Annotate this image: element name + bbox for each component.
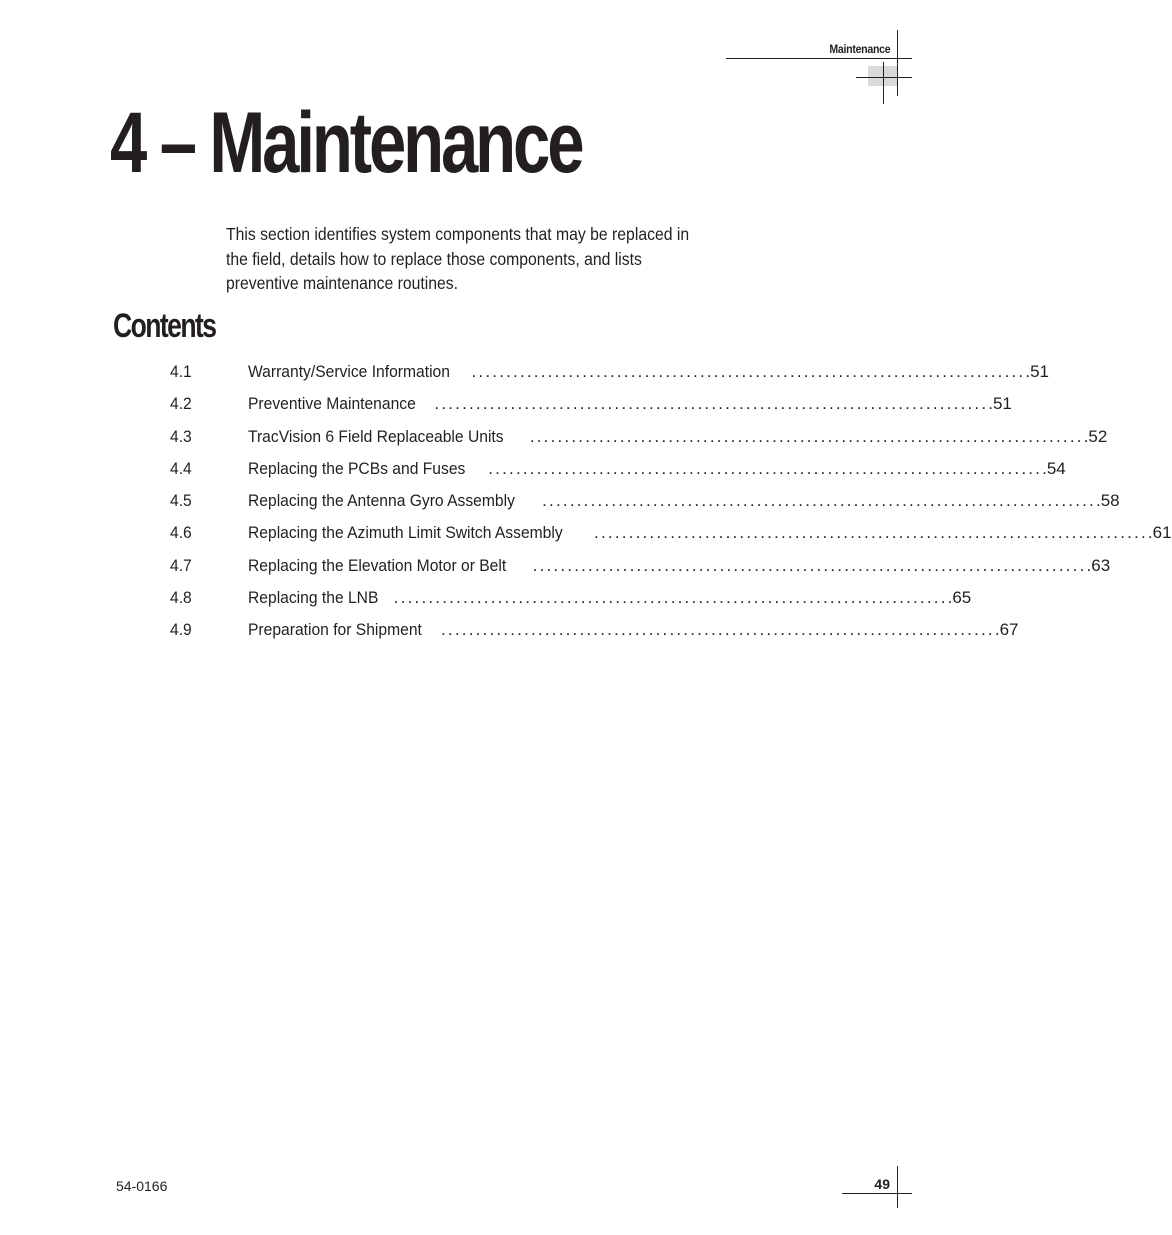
toc-entry-title: Replacing the LNB [248,588,379,608]
toc-entry-page: .67 [994,620,1019,640]
toc-entry-number: 4.5 [170,491,192,511]
toc-entry[interactable] [170,423,1108,455]
footer-rule [842,1193,912,1194]
toc-entry-title: Replacing the Antenna Gyro Assembly [248,491,515,511]
toc-entry-number: 4.7 [170,555,192,575]
toc-entry[interactable] [170,455,1066,487]
toc-entry-number: 4.9 [170,620,192,640]
chapter-title: 4 – Maintenance [110,95,582,191]
toc-leader-dots: ................................................................................ [441,620,995,640]
toc-leader-dots: ................................................................................ [532,555,1087,575]
toc-entry-page: .52 [1083,426,1108,446]
toc-leader-dots: ................................................................................ [471,362,1026,381]
toc-entry[interactable] [170,390,1012,422]
toc-entry-page: .65 [947,588,972,608]
toc-entry-title: Preparation for Shipment [248,620,422,640]
toc-entry[interactable] [170,552,1111,584]
toc-leader-dots: ................................................................................ [434,394,989,414]
intro-paragraph: This section identifies system components that may be replaced in the field, details how to replace those components, and lists preventive maintenance routines. [226,224,690,293]
toc-entry-page: .61 [1147,523,1172,543]
toc-entry[interactable] [170,616,1019,648]
toc-entry-page: .51 [1025,362,1049,381]
toc-entry-page: .58 [1095,491,1120,511]
header-vertical-mark [897,30,898,96]
toc-entry-number: 4.4 [170,458,192,478]
toc-entry-title: Preventive Maintenance [248,394,416,414]
toc-entry-title: TracVision 6 Field Replaceable Units [248,426,504,446]
header-rule [726,58,912,59]
header-crosshair-v [883,62,884,104]
toc-entry-number: 4.1 [170,362,192,381]
toc-entry[interactable] [170,358,1049,390]
toc-entry-page: .51 [988,394,1012,414]
table-of-contents [170,358,1172,649]
toc-entry-title: Warranty/Service Information [248,362,450,381]
toc-leader-dots: ................................................................................ [594,523,1148,543]
toc-leader-dots: ................................................................................ [542,491,1096,511]
toc-entry[interactable] [170,487,1120,519]
toc-leader-dots: ................................................................................ [393,588,948,608]
toc-leader-dots: ................................................................................ [529,426,1084,446]
document-number: 54-0166 [116,1178,168,1194]
toc-entry-number: 4.2 [170,394,192,414]
contents-heading: Contents [113,307,216,345]
toc-entry-title: Replacing the PCBs and Fuses [248,458,466,478]
toc-entry-title: Replacing the Elevation Motor or Belt [248,555,507,575]
toc-entry-page: .54 [1042,458,1066,478]
page-number: 49 [874,1176,890,1192]
toc-entry-number: 4.6 [170,523,192,543]
running-head: Maintenance [828,42,890,56]
footer-vertical-mark [897,1166,898,1208]
toc-entry-number: 4.3 [170,426,192,446]
header-crosshair-h [856,77,912,78]
toc-entry[interactable] [170,519,1172,551]
toc-entry[interactable] [170,584,972,616]
toc-entry-title: Replacing the Azimuth Limit Switch Assembly [248,523,563,543]
toc-entry-page: .63 [1086,555,1111,575]
toc-entry-number: 4.8 [170,588,192,608]
toc-leader-dots: ................................................................................ [488,458,1043,478]
